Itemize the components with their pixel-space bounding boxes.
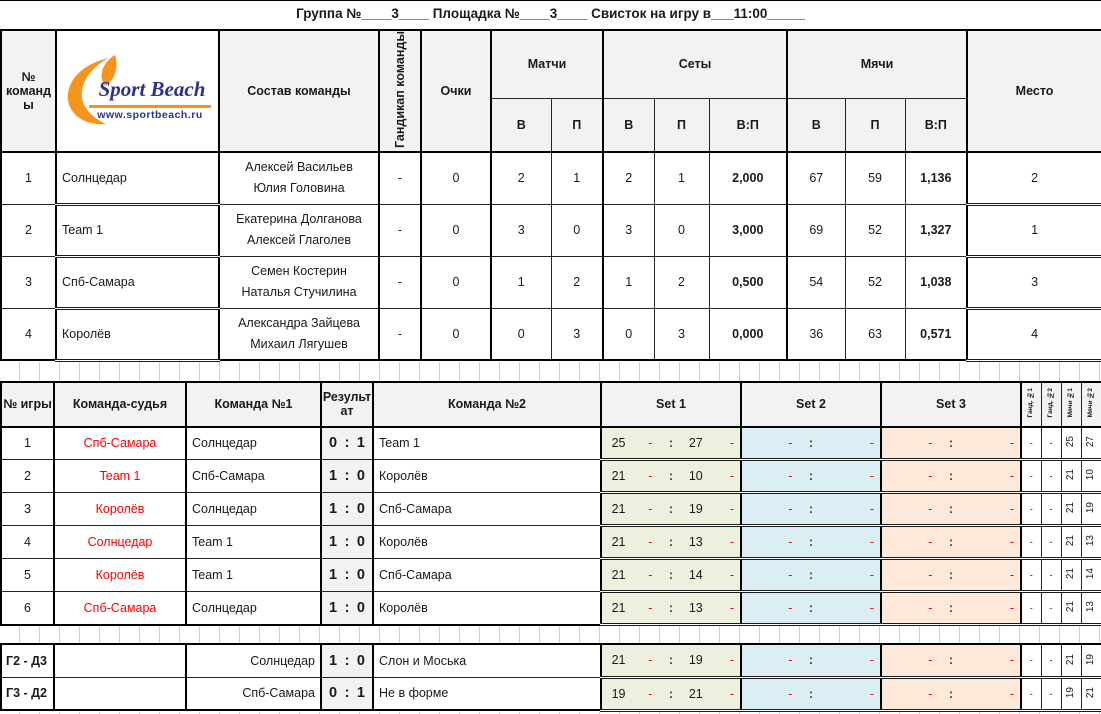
team-roster: Александра Зайцева Михаил Лягушев <box>219 308 379 360</box>
handicap2-value: - <box>1041 644 1061 677</box>
col-header-handicap: Гандикап команды <box>379 30 421 152</box>
handicap2-value: - <box>1041 559 1061 592</box>
balls2-value: 14 <box>1081 559 1101 592</box>
game-number: 1 <box>1 427 54 460</box>
team-place: 1 <box>967 204 1101 256</box>
team-roster: Семен Костерин Наталья Стучилина <box>219 256 379 308</box>
balls1-value: 25 <box>1061 427 1081 460</box>
game-number: 3 <box>1 493 54 526</box>
game-code: Г3 - Д2 <box>1 677 54 710</box>
handicap2-value: - <box>1041 677 1061 710</box>
balls2-value: 27 <box>1081 427 1101 460</box>
judge-team: Спб-Самара <box>54 592 186 625</box>
handicap2-value: - <box>1041 592 1061 625</box>
logo-url: www.sportbeach.ru <box>89 105 211 121</box>
balls2-value: 13 <box>1081 592 1101 625</box>
team-name: Солнцедар <box>56 152 219 204</box>
team1-name: Спб-Самара <box>186 677 321 710</box>
judge-team: Солнцедар <box>54 526 186 559</box>
standings-table <box>0 29 1101 362</box>
sets-ratio: 0,500 <box>709 256 787 308</box>
set3-score: - : - <box>881 644 1021 677</box>
set3-score: - : - <box>881 493 1021 526</box>
result-cell: 1 : 0 <box>321 460 373 493</box>
team2-name: Team 1 <box>373 427 601 460</box>
balls-lost: 52 <box>845 256 905 308</box>
balls1-value: 21 <box>1061 559 1081 592</box>
balls-won: 36 <box>787 308 845 360</box>
col-header-sets-loss: П <box>654 98 709 152</box>
team-handicap: - <box>379 256 421 308</box>
judge-team: Team 1 <box>54 460 186 493</box>
col-header-judge: Команда-судья <box>54 382 186 427</box>
handicap1-value: - <box>1021 526 1041 559</box>
balls1-value: 21 <box>1061 493 1081 526</box>
col-header-set1: Set 1 <box>601 382 741 427</box>
matches-won: 3 <box>491 204 551 256</box>
handicap2-value: - <box>1041 427 1061 460</box>
set2-score: - : - <box>741 592 881 625</box>
col-header-balls-loss: П <box>845 98 905 152</box>
set1-score: 25 - : 27 - <box>601 427 741 460</box>
team1-name: Солнцедар <box>186 644 321 677</box>
team1-name: Солнцедар <box>186 592 321 625</box>
sets-lost: 1 <box>654 152 709 204</box>
balls2-value: 10 <box>1081 460 1101 493</box>
col-header-matches-win: В <box>491 98 551 152</box>
sets-ratio: 3,000 <box>709 204 787 256</box>
set3-score: - : - <box>881 460 1021 493</box>
team-number: 3 <box>1 256 56 308</box>
col-header-team1: Команда №1 <box>186 382 321 427</box>
team-name: Спб-Самара <box>56 256 219 308</box>
standings-row <box>1 204 1101 256</box>
judge-team <box>54 644 186 677</box>
handicap1-value: - <box>1021 559 1041 592</box>
judge-team: Королёв <box>54 559 186 592</box>
game-number: 2 <box>1 460 54 493</box>
sets-ratio: 2,000 <box>709 152 787 204</box>
game-row <box>1 526 1101 559</box>
games-table <box>0 381 1101 627</box>
col-header-set2: Set 2 <box>741 382 881 427</box>
team-points: 0 <box>421 308 491 360</box>
col-header-place: Место <box>967 30 1101 152</box>
judge-team: Королёв <box>54 493 186 526</box>
game-row <box>1 559 1101 592</box>
team-handicap: - <box>379 152 421 204</box>
set3-score: - : - <box>881 559 1021 592</box>
set2-score: - : - <box>741 526 881 559</box>
game-code: Г2 - Д3 <box>1 644 54 677</box>
col-header-points: Очки <box>421 30 491 152</box>
gridline-gap <box>0 626 1101 643</box>
team-number: 4 <box>1 308 56 360</box>
logo-name: Sport Beach <box>98 77 206 102</box>
extra-game-row <box>1 644 1101 677</box>
game-number: 6 <box>1 592 54 625</box>
standings-row <box>1 308 1101 360</box>
team2-name: Королёв <box>373 460 601 493</box>
team-roster: Алексей Васильев Юлия Головина <box>219 152 379 204</box>
matches-lost: 1 <box>551 152 603 204</box>
game-row <box>1 427 1101 460</box>
sets-ratio: 0,000 <box>709 308 787 360</box>
col-header-handicap1: Ганд. №1 <box>1021 382 1041 427</box>
logo-cell <box>56 30 219 152</box>
handicap2-value: - <box>1041 526 1061 559</box>
matches-won: 2 <box>491 152 551 204</box>
balls-lost: 63 <box>845 308 905 360</box>
handicap1-value: - <box>1021 592 1041 625</box>
col-header-roster: Состав команды <box>219 30 379 152</box>
col-header-balls-win: В <box>787 98 845 152</box>
set1-score: 21 - : 19 - <box>601 493 741 526</box>
balls2-value: 19 <box>1081 644 1101 677</box>
extra-games-table <box>0 643 1101 712</box>
balls1-value: 21 <box>1061 644 1081 677</box>
team-number: 2 <box>1 204 56 256</box>
col-header-balls-ratio: В:П <box>905 98 967 152</box>
handicap1-value: - <box>1021 460 1041 493</box>
team1-name: Team 1 <box>186 526 321 559</box>
balls2-value: 21 <box>1081 677 1101 710</box>
sheet-title: Группа №____3____ Площадка №____3____ Свисток на игру в___11:00_____ <box>296 6 805 21</box>
team-handicap: - <box>379 308 421 360</box>
sets-lost: 3 <box>654 308 709 360</box>
sportbeach-logo <box>57 51 218 131</box>
set2-score: - : - <box>741 427 881 460</box>
result-cell: 1 : 0 <box>321 493 373 526</box>
handicap1-value: - <box>1021 644 1041 677</box>
team-handicap: - <box>379 204 421 256</box>
judge-team: Спб-Самара <box>54 427 186 460</box>
col-header-sets-ratio: В:П <box>709 98 787 152</box>
sets-won: 0 <box>603 308 654 360</box>
set2-score: - : - <box>741 493 881 526</box>
set3-score: - : - <box>881 592 1021 625</box>
col-header-matches-loss: П <box>551 98 603 152</box>
set1-score: 21 - : 13 - <box>601 526 741 559</box>
team-place: 4 <box>967 308 1101 360</box>
matches-lost: 3 <box>551 308 603 360</box>
col-header-handicap2: Ганд. №2 <box>1041 382 1061 427</box>
col-header-team-number: № команды <box>1 30 56 152</box>
team2-name: Спб-Самара <box>373 559 601 592</box>
col-header-balls: Мячи <box>787 30 967 98</box>
handicap1-value: - <box>1021 493 1041 526</box>
game-row <box>1 592 1101 625</box>
balls-ratio: 1,136 <box>905 152 967 204</box>
result-cell: 1 : 0 <box>321 592 373 625</box>
team1-name: Солнцедар <box>186 493 321 526</box>
team2-name: Спб-Самара <box>373 493 601 526</box>
team-points: 0 <box>421 204 491 256</box>
matches-won: 1 <box>491 256 551 308</box>
balls-ratio: 1,038 <box>905 256 967 308</box>
col-header-balls1: Мячи №1 <box>1061 382 1081 427</box>
set2-score: - : - <box>741 460 881 493</box>
handicap1-value: - <box>1021 677 1041 710</box>
col-header-team2: Команда №2 <box>373 382 601 427</box>
balls1-value: 21 <box>1061 526 1081 559</box>
matches-won: 0 <box>491 308 551 360</box>
balls2-value: 13 <box>1081 526 1101 559</box>
balls-won: 67 <box>787 152 845 204</box>
gridline-gap <box>0 712 1101 714</box>
game-number: 4 <box>1 526 54 559</box>
game-row <box>1 460 1101 493</box>
team1-name: Team 1 <box>186 559 321 592</box>
matches-lost: 2 <box>551 256 603 308</box>
team2-name: Слон и Моська <box>373 644 601 677</box>
balls-lost: 59 <box>845 152 905 204</box>
balls-ratio: 1,327 <box>905 204 967 256</box>
result-cell: 1 : 0 <box>321 559 373 592</box>
set1-score: 19 - : 21 - <box>601 677 741 710</box>
set3-score: - : - <box>881 677 1021 710</box>
result-cell: 1 : 0 <box>321 644 373 677</box>
team-name: Королёв <box>56 308 219 360</box>
col-header-matches: Матчи <box>491 30 603 98</box>
result-cell: 0 : 1 <box>321 427 373 460</box>
set2-score: - : - <box>741 677 881 710</box>
handicap1-value: - <box>1021 427 1041 460</box>
balls-won: 54 <box>787 256 845 308</box>
col-header-sets-win: В <box>603 98 654 152</box>
team-points: 0 <box>421 152 491 204</box>
sets-lost: 2 <box>654 256 709 308</box>
balls2-value: 19 <box>1081 493 1101 526</box>
sets-won: 1 <box>603 256 654 308</box>
judge-team <box>54 677 186 710</box>
team-name: Team 1 <box>56 204 219 256</box>
set1-score: 21 - : 19 - <box>601 644 741 677</box>
col-header-set3: Set 3 <box>881 382 1021 427</box>
matches-lost: 0 <box>551 204 603 256</box>
handicap2-value: - <box>1041 493 1061 526</box>
balls1-value: 21 <box>1061 592 1081 625</box>
balls1-value: 21 <box>1061 460 1081 493</box>
result-cell: 0 : 1 <box>321 677 373 710</box>
set1-score: 21 - : 10 - <box>601 460 741 493</box>
game-row <box>1 493 1101 526</box>
balls-ratio: 0,571 <box>905 308 967 360</box>
game-number: 5 <box>1 559 54 592</box>
set3-score: - : - <box>881 526 1021 559</box>
set2-score: - : - <box>741 559 881 592</box>
team-points: 0 <box>421 256 491 308</box>
set1-score: 21 - : 14 - <box>601 559 741 592</box>
standings-row <box>1 152 1101 204</box>
set3-score: - : - <box>881 427 1021 460</box>
team-number: 1 <box>1 152 56 204</box>
col-header-result: Результат <box>321 382 373 427</box>
result-cell: 1 : 0 <box>321 526 373 559</box>
set2-score: - : - <box>741 644 881 677</box>
handicap2-value: - <box>1041 460 1061 493</box>
extra-game-row <box>1 677 1101 710</box>
team2-name: Королёв <box>373 592 601 625</box>
standings-row <box>1 256 1101 308</box>
team1-name: Солнцедар <box>186 427 321 460</box>
col-header-sets: Сеты <box>603 30 787 98</box>
balls-won: 69 <box>787 204 845 256</box>
team2-name: Королёв <box>373 526 601 559</box>
balls-lost: 52 <box>845 204 905 256</box>
team-roster: Екатерина Долганова Алексей Глаголев <box>219 204 379 256</box>
set1-score: 21 - : 13 - <box>601 592 741 625</box>
sets-won: 2 <box>603 152 654 204</box>
team-place: 3 <box>967 256 1101 308</box>
team-place: 2 <box>967 152 1101 204</box>
col-header-balls2: Мячи №2 <box>1081 382 1101 427</box>
team2-name: Не в форме <box>373 677 601 710</box>
team1-name: Спб-Самара <box>186 460 321 493</box>
sets-lost: 0 <box>654 204 709 256</box>
col-header-game-number: № игры <box>1 382 54 427</box>
sets-won: 3 <box>603 204 654 256</box>
balls1-value: 19 <box>1061 677 1081 710</box>
gridline-gap <box>0 362 1101 381</box>
